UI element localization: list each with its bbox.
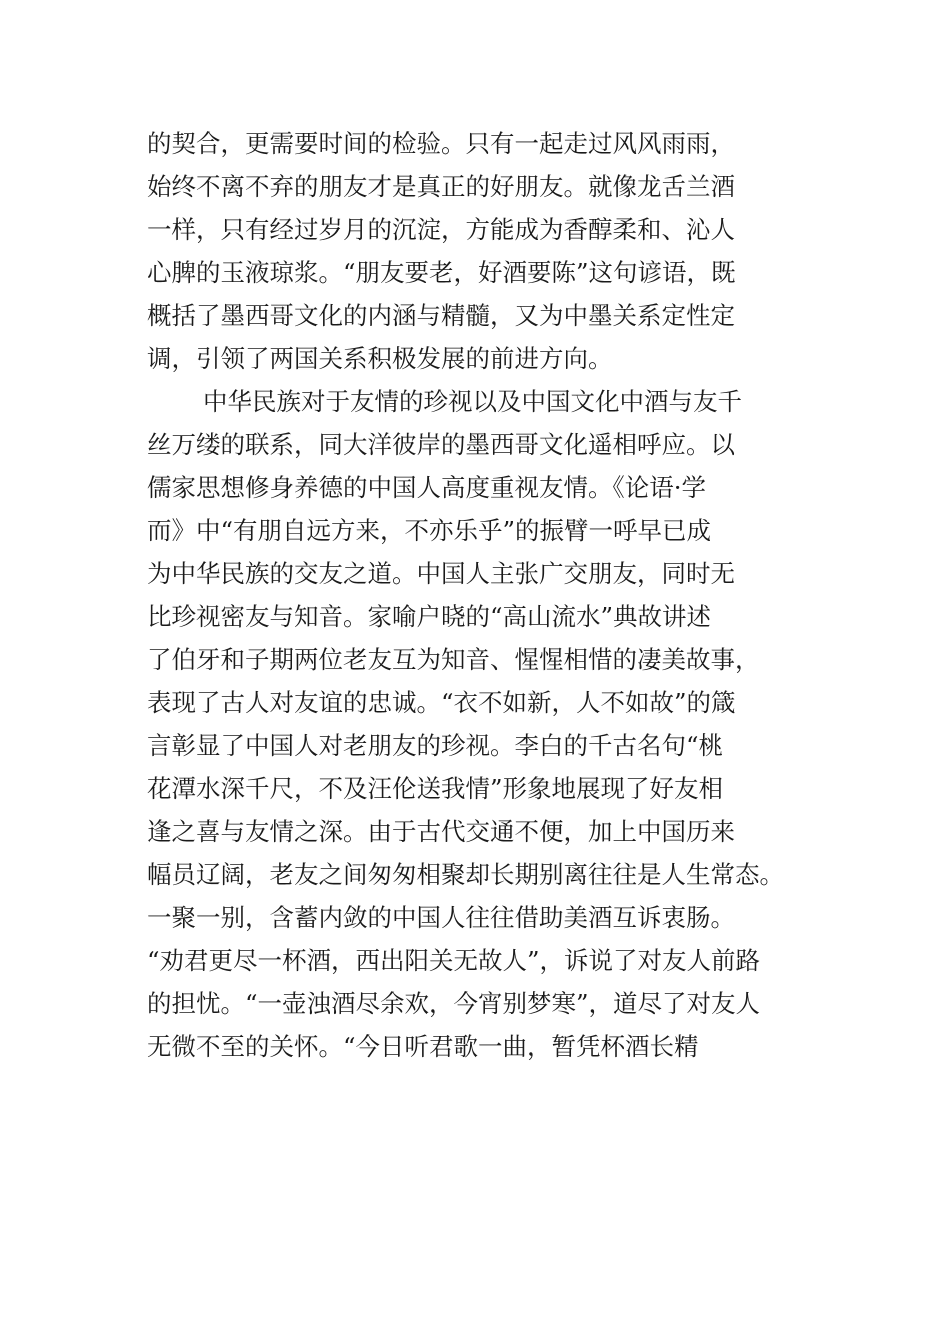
text-line: 一样，只有经过岁月的沉淀，方能成为香醇柔和、沁人 — [147, 215, 735, 244]
text-line: 了伯牙和子期两位老友互为知音、惺惺相惜的凄美故事， — [147, 645, 760, 674]
text-line: 比珍视密友与知音。家喻户晓的“高山流水”典故讲述 — [147, 602, 712, 631]
text-line: 概括了墨西哥文化的内涵与精髓，又为中墨关系定性定 — [147, 301, 735, 330]
text-line: 无微不至的关怀。“今日听君歌一曲，暂凭杯酒长精 — [147, 1032, 699, 1061]
paragraph-2 — [147, 380, 847, 1068]
text-line: 花潭水深千尺，不及汪伦送我情”形象地展现了好友相 — [147, 774, 724, 803]
text-line: 表现了古人对友谊的忠诚。“衣不如新，人不如故”的箴 — [147, 688, 736, 717]
text-line: “劝君更尽一杯酒，西出阳关无故人”，诉说了对友人前路 — [147, 946, 761, 975]
text-line: 为中华民族的交友之道。中国人主张广交朋友，同时无 — [147, 559, 735, 588]
text-line: 一聚一别，含蓄内敛的中国人往往借助美酒互诉衷肠。 — [147, 903, 735, 932]
text-line: 的担忧。“一壶浊酒尽余欢，今宵别梦寒”，道尽了对友人 — [147, 989, 761, 1018]
paragraph-1 — [147, 122, 847, 380]
text-line: 幅员辽阔，老友之间匆匆相聚却长期别离往往是人生常态。 — [147, 860, 784, 889]
text-line: 始终不离不弃的朋友才是真正的好朋友。就像龙舌兰酒 — [147, 172, 735, 201]
text-line: 而》中“有朋自远方来，不亦乐乎”的振臂一呼早已成 — [147, 516, 712, 545]
text-line: 的契合，更需要时间的检验。只有一起走过风风雨雨， — [147, 129, 735, 158]
text-line: 儒家思想修身养德的中国人高度重视友情。《论语·学 — [147, 473, 707, 502]
text-line: 逢之喜与友情之深。由于古代交通不便，加上中国历来 — [147, 817, 735, 846]
text-line: 调，引领了两国关系积极发展的前进方向。 — [147, 344, 613, 373]
text-line: 心脾的玉液琼浆。“朋友要老，好酒要陈”这句谚语，既 — [147, 258, 736, 287]
body-text — [147, 122, 847, 1068]
text-line: 言彰显了中国人对老朋友的珍视。李白的千古名句“桃 — [147, 731, 724, 760]
text-line: 丝万缕的联系，同大洋彼岸的墨西哥文化遥相呼应。以 — [147, 430, 735, 459]
text-line: 中华民族对于友情的珍视以及中国文化中酒与友千 — [203, 387, 742, 416]
